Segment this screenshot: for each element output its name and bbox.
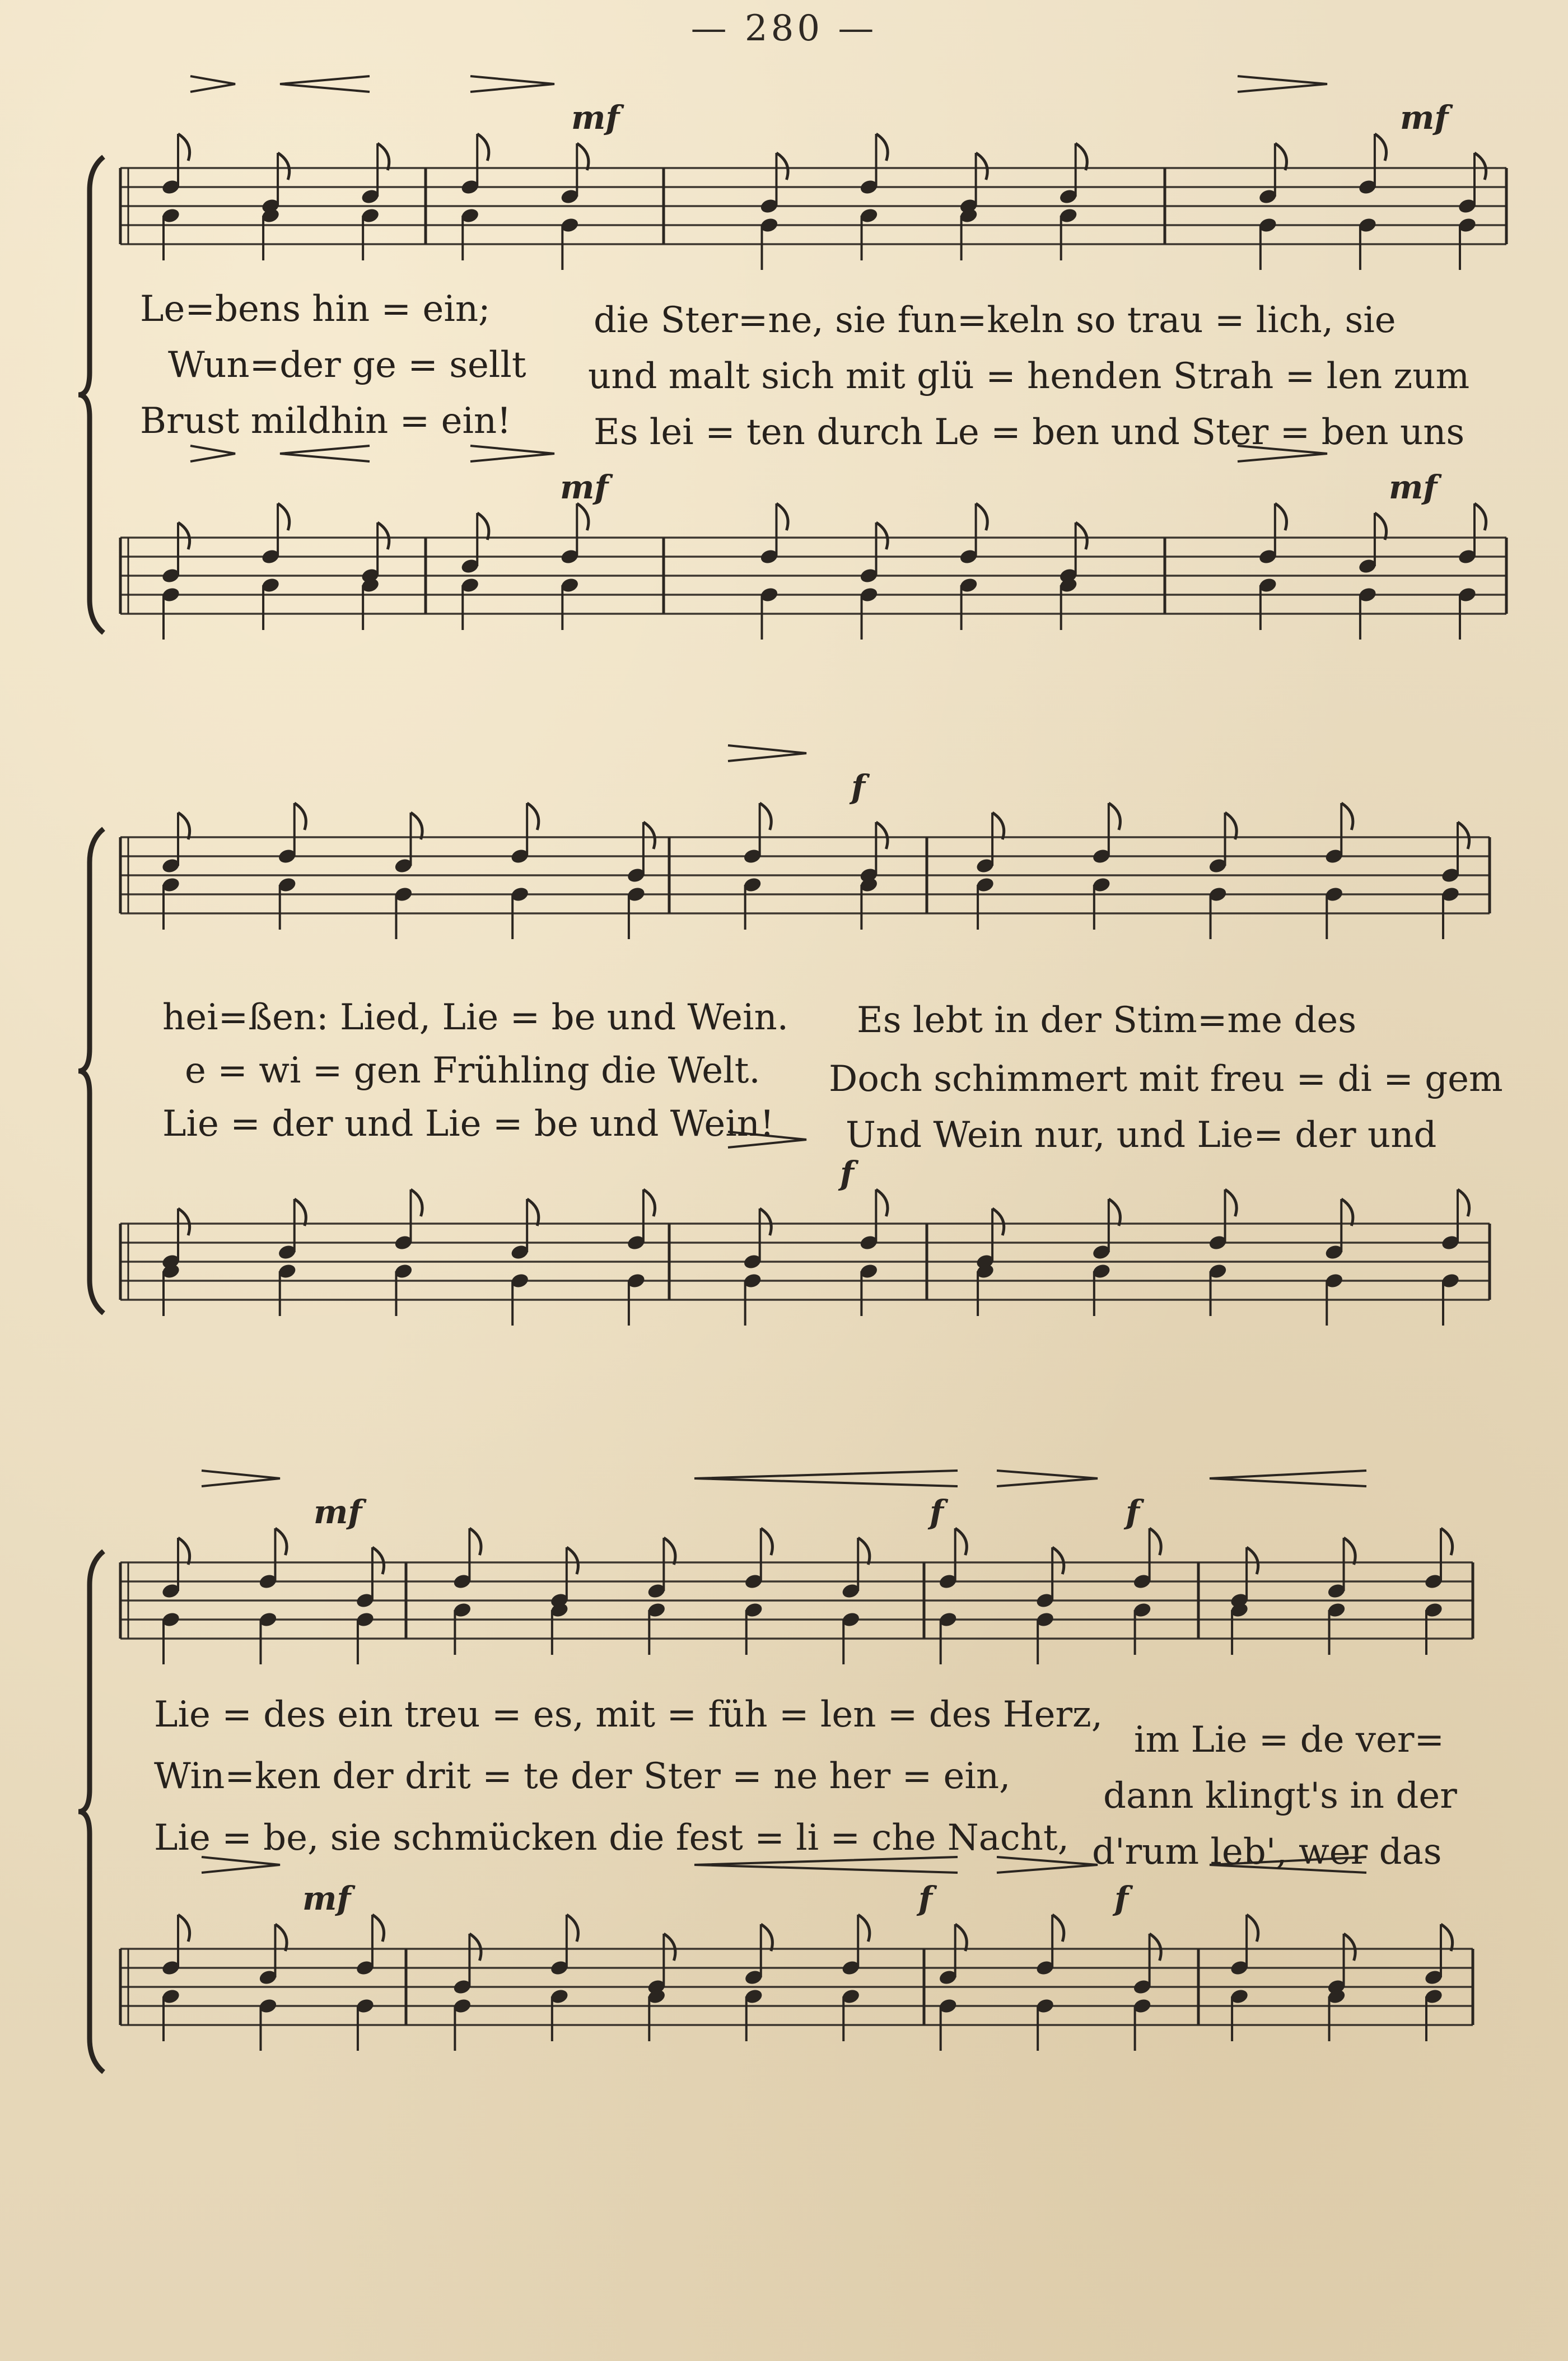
decrescendo-hairpin — [202, 1471, 280, 1486]
note-flag — [1474, 503, 1486, 530]
lyric-s2-v3-left: Lie = der und Lie = be und Wein! — [162, 1103, 774, 1145]
decrescendo-hairpin — [997, 1471, 1098, 1486]
decrescendo-hairpin — [997, 1857, 1098, 1873]
lyric-s3-v2-left: Win=ken der drit = te der Ster = ne her = ein, — [154, 1756, 1011, 1797]
note-flag — [858, 1538, 870, 1565]
system-brace — [78, 157, 104, 633]
dynamic-marking: f — [918, 1879, 932, 1917]
lyric-s2-v3-right: Und Wein nur, und Lie= der und — [846, 1114, 1437, 1156]
system-brace — [78, 1551, 104, 2072]
note-flag — [1247, 1547, 1258, 1574]
note-flag — [976, 503, 988, 530]
note-flag — [372, 1915, 384, 1942]
note-flag — [567, 1915, 578, 1942]
note-flag — [527, 1199, 539, 1226]
note-flag — [178, 522, 190, 549]
note-flag — [377, 522, 389, 549]
note-flag — [876, 1189, 888, 1216]
note-flag — [178, 1915, 190, 1942]
lyric-s1-v2-left: Wun=der ge = sellt — [168, 344, 526, 386]
dynamic-marking: f — [930, 1493, 944, 1531]
crescendo-hairpin — [280, 76, 370, 92]
page-number: — 280 — — [690, 8, 878, 49]
lyric-s3-v2-right: dann klingt's in der — [1103, 1775, 1457, 1817]
decrescendo-hairpin — [190, 76, 235, 92]
note-flag — [1458, 1189, 1469, 1216]
note-flag — [278, 153, 290, 180]
note-flag — [858, 1915, 870, 1942]
note-flag — [761, 1924, 773, 1951]
lyric-s1-v3-left: Brust mildhin = ein! — [140, 400, 511, 442]
note-flag — [643, 1189, 655, 1216]
note-flag — [664, 1538, 675, 1565]
note-flag — [275, 1528, 287, 1555]
note-flag — [1441, 1528, 1453, 1555]
dynamic-marking: f — [851, 768, 865, 806]
note-flag — [876, 822, 888, 849]
note-flag — [1375, 134, 1387, 161]
note-flag — [1275, 143, 1287, 170]
note-flag — [1341, 803, 1353, 830]
note-flag — [295, 1199, 306, 1226]
note-flag — [761, 1528, 773, 1555]
note-flag — [1275, 503, 1287, 530]
note-flag — [1150, 1528, 1161, 1555]
decrescendo-hairpin — [202, 1857, 280, 1873]
note-flag — [377, 143, 389, 170]
decrescendo-hairpin — [728, 745, 806, 761]
lyric-s2-v2-left: e = wi = gen Frühling die Welt. — [185, 1050, 760, 1091]
note-flag — [992, 813, 1004, 839]
note-flag — [1458, 822, 1469, 849]
note-flag — [527, 803, 539, 830]
lyric-s2-v1-left: hei=ßen: Lied, Lie = be und Wein. — [162, 997, 788, 1038]
note-flag — [976, 153, 988, 180]
lyric-s1-v3-right: Es lei = ten durch Le = ben und Ster = ben uns — [594, 412, 1465, 453]
note-flag — [1441, 1924, 1453, 1951]
note-flag — [1076, 522, 1088, 549]
dynamic-marking: mf — [560, 468, 609, 506]
note-flag — [410, 1189, 422, 1216]
lyric-s3-v1-left: Lie = des ein treu = es, mit = füh = len = des Herz, — [154, 1694, 1103, 1735]
note-flag — [1344, 1538, 1356, 1565]
dynamic-marking: mf — [302, 1879, 351, 1917]
note-flag — [469, 1528, 481, 1555]
note-flag — [178, 134, 190, 161]
lyric-s1-v1-left: Le=bens hin = ein; — [140, 288, 491, 330]
crescendo-hairpin — [694, 1471, 958, 1486]
dynamic-marking: f — [1126, 1493, 1140, 1531]
note-flag — [1109, 803, 1121, 830]
note-flag — [876, 134, 888, 161]
lyric-s1-v1-right: die Ster=ne, sie fun=keln so trau = lich, sie — [594, 300, 1396, 341]
dynamic-marking: mf — [571, 99, 620, 137]
note-flag — [955, 1528, 967, 1555]
decrescendo-hairpin — [190, 446, 235, 461]
note-flag — [1341, 1199, 1353, 1226]
note-flag — [760, 1209, 772, 1235]
note-flag — [477, 134, 489, 161]
note-flag — [275, 1924, 287, 1951]
note-flag — [1052, 1915, 1064, 1942]
note-flag — [178, 1209, 190, 1235]
note-flag — [469, 1934, 481, 1961]
note-flag — [1109, 1199, 1121, 1226]
lyric-s3-v3-left: Lie = be, sie schmücken die fest = li = che Nacht, — [154, 1817, 1069, 1859]
note-flag — [577, 143, 589, 170]
note-flag — [776, 153, 788, 180]
note-flag — [643, 822, 655, 849]
note-flag — [876, 522, 888, 549]
dynamic-marking: mf — [1389, 468, 1438, 506]
note-flag — [577, 503, 589, 530]
note-flag — [1052, 1547, 1064, 1574]
note-flag — [955, 1924, 967, 1951]
note-flag — [1225, 813, 1237, 839]
note-flag — [1344, 1934, 1356, 1961]
lyric-s3-v1-right: im Lie = de ver= — [1134, 1719, 1445, 1761]
dynamic-marking: f — [1114, 1879, 1128, 1917]
note-flag — [178, 1538, 190, 1565]
dynamic-marking: mf — [314, 1493, 362, 1531]
note-flag — [567, 1547, 578, 1574]
note-flag — [1474, 153, 1486, 180]
lyric-s2-v1-right: Es lebt in der Stim=me des — [857, 1000, 1357, 1041]
note-flag — [1076, 143, 1088, 170]
note-flag — [295, 803, 306, 830]
note-flag — [760, 803, 772, 830]
crescendo-hairpin — [694, 1857, 958, 1873]
lyric-s3-v3-right: d'rum leb', wer das — [1092, 1831, 1442, 1873]
decrescendo-hairpin — [1238, 76, 1327, 92]
note-flag — [776, 503, 788, 530]
note-flag — [992, 1209, 1004, 1235]
dynamic-marking: f — [840, 1154, 854, 1192]
note-flag — [1150, 1934, 1161, 1961]
crescendo-hairpin — [1210, 1471, 1366, 1486]
system-brace — [78, 829, 104, 1313]
note-flag — [664, 1934, 675, 1961]
note-flag — [372, 1547, 384, 1574]
decrescendo-hairpin — [470, 446, 554, 461]
note-flag — [1375, 513, 1387, 540]
decrescendo-hairpin — [470, 76, 554, 92]
note-flag — [1225, 1189, 1237, 1216]
note-flag — [1247, 1915, 1258, 1942]
lyric-s2-v2-right: Doch schimmert mit freu = di = gem — [829, 1058, 1503, 1100]
dynamic-marking: mf — [1400, 99, 1449, 137]
note-flag — [278, 503, 290, 530]
crescendo-hairpin — [280, 446, 370, 461]
note-flag — [178, 813, 190, 839]
lyric-s1-v2-right: und malt sich mit glü = henden Strah = len zum — [588, 356, 1470, 397]
note-flag — [477, 513, 489, 540]
note-flag — [410, 813, 422, 839]
